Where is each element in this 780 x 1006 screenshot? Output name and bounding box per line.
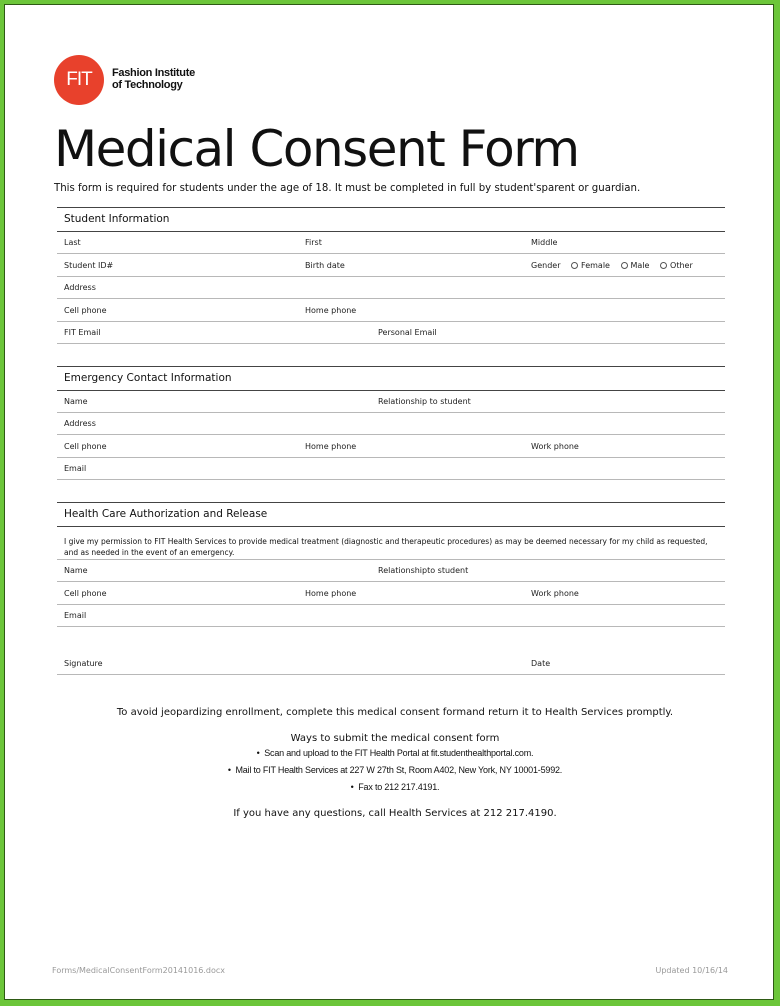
emergency-address-label: Address [64,419,96,428]
auth-home-label: Home phone [305,589,357,598]
row-line [57,253,725,254]
ways-heading: Ways to submit the medical consent form [290,733,500,744]
row-line [57,298,725,299]
questions-line: If you have any questions, call Health Services at 212 217.4190. [233,808,557,819]
last-name-label: Last [64,238,81,247]
submit-way-mail-text: Mail to FIT Health Services at 227 W 27th St, Room A402, New York, NY 10001-5992. [235,765,563,775]
male-radio[interactable] [621,262,628,269]
female-label: Female [581,261,610,270]
male-label: Male [630,261,650,270]
auth-work-label: Work phone [531,589,579,598]
date-label: Date [531,659,551,668]
student-id-label: Student ID# [64,261,114,270]
cell-phone-label: Cell phone [64,306,107,315]
fit-logo [54,55,104,105]
row-line [57,434,725,435]
emergency-work-label: Work phone [531,442,579,451]
logo-line-2: of Technology [112,79,183,91]
section-divider [57,231,725,232]
home-phone-label: Home phone [305,306,357,315]
emergency-cell-label: Cell phone [64,442,107,451]
row-line [57,604,725,605]
section-divider [57,526,725,527]
gender-label: Gender [531,261,561,270]
submit-way-fax-text: Fax to 212 217.4191. [358,782,440,792]
section-divider [57,366,725,367]
middle-name-label: Middle [531,238,558,247]
auth-relationship-label: Relationshipto student [378,566,469,575]
gender-field [531,261,693,270]
row-line [57,581,725,582]
logo-mark: FIT [66,69,92,90]
footer-filename: Forms/MedicalConsentForm20141016.docx [52,966,226,975]
address-label: Address [64,283,96,292]
row-line [57,457,725,458]
fit-email-label: FIT Email [64,328,101,337]
avoid-instruction: To avoid jeopardizing enrollment, complete this medical consent formand return it to Health Services promptly. [116,707,674,718]
submit-way-scan: • Scan and upload to the FIT Health Portal at fit.studenthealthportal.com. [256,748,534,758]
submit-way-scan-text: Scan and upload to the FIT Health Portal at fit.studenthealthportal.com. [264,748,534,758]
first-name-label: First [305,238,322,247]
row-line [57,626,725,627]
row-line [57,674,725,675]
authorization-paragraph: I give my permission to FIT Health Services to provide medical treatment (diagnostic and therapeutic procedures) as may be deemed necessary for my child as requested, and as needed in the event of an emergency. [64,537,708,557]
footer-updated: Updated 10/16/14 [655,966,728,975]
row-line [57,276,725,277]
student-section-heading: Student Information [64,213,170,225]
section-divider [57,502,725,503]
birth-date-label: Birth date [305,261,345,270]
auth-cell-label: Cell phone [64,589,107,598]
auth-email-label: Email [64,611,87,620]
emergency-name-label: Name [64,397,88,406]
authorization-section-heading: Health Care Authorization and Release [64,508,268,520]
row-line [57,412,725,413]
submit-way-mail: • Mail to FIT Health Services at 227 W 27th St, Room A402, New York, NY 10001-5992. [227,765,563,775]
emergency-section-heading: Emergency Contact Information [64,372,232,384]
other-radio[interactable] [660,262,667,269]
row-line [57,321,725,322]
logo-line-1: Fashion Institute [112,67,195,79]
form-subtitle: This form is required for students under the age of 18. It must be completed in full by student'sparent or guardian. [54,183,641,194]
page-title: Medical Consent Form [54,120,579,178]
row-line [57,343,725,344]
section-divider [57,390,725,391]
auth-name-label: Name [64,566,88,575]
other-label: Other [670,261,693,270]
section-divider [57,207,725,208]
female-radio[interactable] [571,262,578,269]
emergency-email-label: Email [64,464,87,473]
signature-label: Signature [64,659,103,668]
personal-email-label: Personal Email [378,328,437,337]
form-page [4,4,774,1000]
row-line [57,479,725,480]
logo-text [112,67,232,91]
submit-way-fax: • Fax to 212 217.4191. [350,782,440,792]
row-line [57,559,725,560]
relationship-label: Relationship to student [378,397,471,406]
emergency-home-label: Home phone [305,442,357,451]
